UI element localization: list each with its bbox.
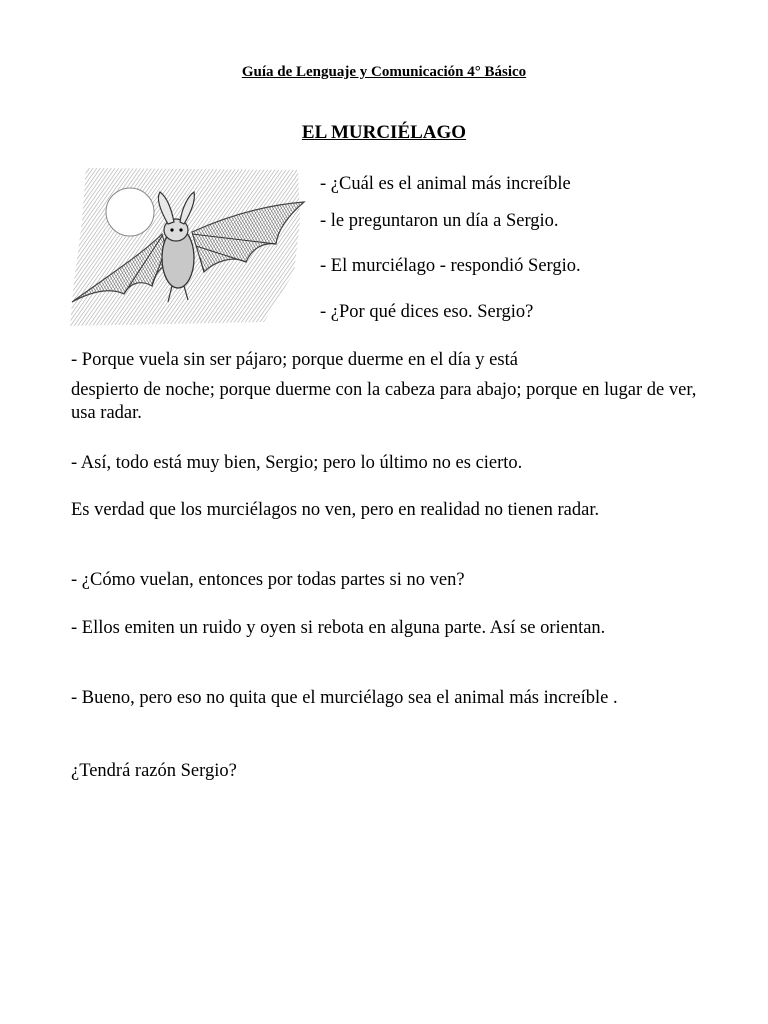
paragraph: - Bueno, pero eso no quita que el murciélago sea el animal más increíble .: [71, 688, 618, 708]
paragraph: ¿Tendrá razón Sergio?: [71, 761, 237, 781]
bat-flying-moon-illustration: [64, 162, 308, 328]
dialog-line: - El murciélago - respondió Sergio.: [320, 256, 581, 276]
document-header: Guía de Lenguaje y Comunicación 4° Básico: [241, 64, 527, 80]
document-title: EL MURCIÉLAGO: [301, 122, 467, 143]
dialog-line: - le preguntaron un día a Sergio.: [320, 211, 559, 231]
paragraph-first-line: - Porque vuela sin ser pájaro; porque duerme en el día y está: [71, 350, 518, 370]
dialog-line: - ¿Por qué dices eso. Sergio?: [320, 302, 534, 322]
paragraph-rest: despierto de noche; porque duerme con la cabeza para abajo; porque en lugar de ver, usa radar.: [71, 380, 697, 423]
dialog-line: - ¿Cuál es el animal más increíble: [320, 174, 571, 194]
paragraph: - Así, todo está muy bien, Sergio; pero lo último no es cierto.: [71, 453, 523, 473]
paragraph: [71, 349, 711, 425]
paragraph: Es verdad que los murciélagos no ven, pero en realidad no tienen radar.: [71, 500, 600, 520]
paragraph: - Ellos emiten un ruido y oyen si rebota en alguna parte. Así se orientan.: [71, 618, 606, 638]
paragraph: - ¿Cómo vuelan, entonces por todas partes si no ven?: [71, 570, 465, 590]
